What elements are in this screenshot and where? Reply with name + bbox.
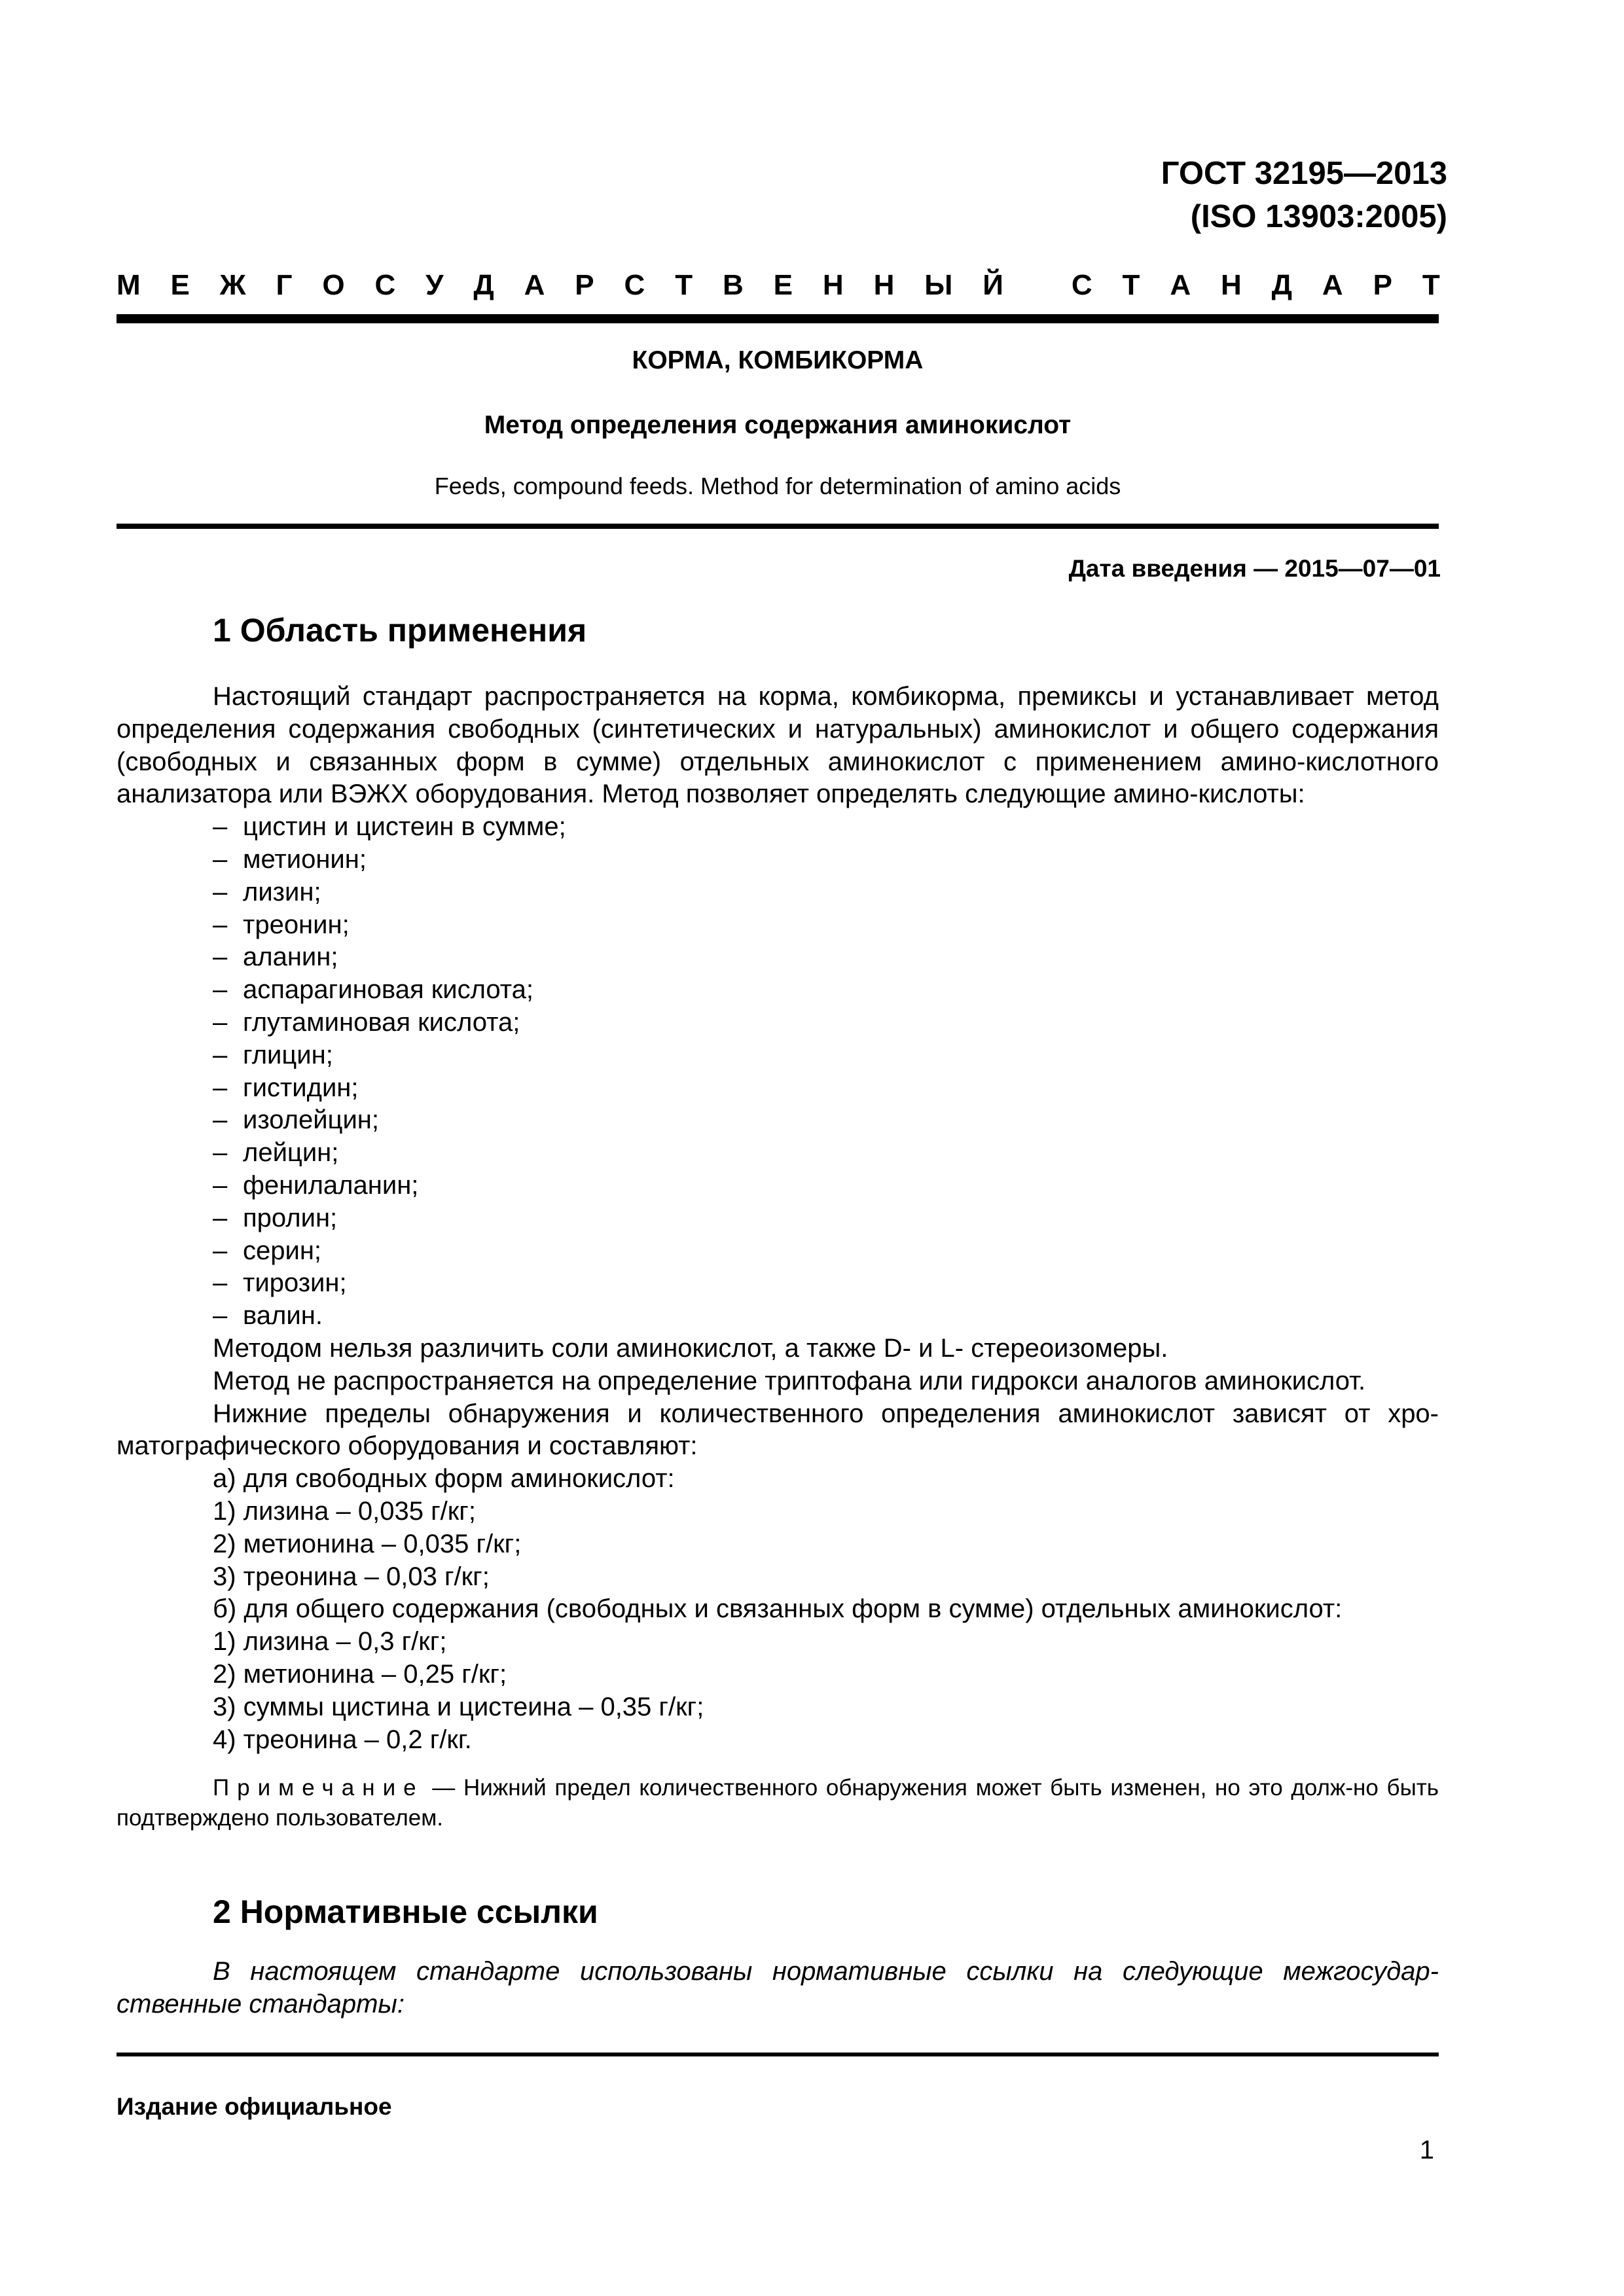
banner-letter: Е	[170, 269, 190, 301]
banner-letter: А	[524, 269, 545, 301]
normative-references-paragraph: В настоящем стандарте использованы нормативные ссылки на следующие межгосудар-ственные стандарты:	[117, 1957, 1439, 2018]
list-item: – треонин;	[213, 910, 350, 939]
banner-letter: А	[1170, 269, 1191, 301]
banner-letter: О	[322, 269, 345, 301]
list-item: – пролин;	[213, 1203, 338, 1232]
list-item: 2) метионина – 0,035 г/кг;	[213, 1529, 522, 1558]
banner-letter: С	[1071, 269, 1092, 301]
total-content-heading: б) для общего содержания (свободных и связанных форм в сумме) отдельных аминокислот:	[213, 1594, 1343, 1624]
banner-letter: Т	[1422, 269, 1440, 301]
banner-letter: Т	[1122, 269, 1140, 301]
list-item: 1) лизина – 0,035 г/кг;	[213, 1496, 476, 1526]
list-item: – фенилаланин;	[213, 1170, 419, 1200]
list-item: – цистин и цистеин в сумме;	[213, 812, 566, 842]
banner-letter: М	[117, 269, 141, 301]
list-item: – валин.	[213, 1301, 323, 1331]
banner-letter: Н	[822, 269, 844, 301]
free-forms-heading: а) для свободных форм аминокислот:	[213, 1464, 675, 1494]
tryptophan-paragraph: Метод не распространяется на определение триптофана или гидрокси аналогов аминокислот.	[213, 1366, 1366, 1395]
standard-title: КОРМА, КОМБИКОРМА	[632, 346, 924, 374]
section-2-body	[117, 1956, 1439, 2021]
banner-letter: Н	[1221, 269, 1242, 301]
list-item: – изолейцин;	[213, 1105, 379, 1135]
banner-letter: С	[374, 269, 396, 301]
banner-letter: Р	[575, 269, 594, 301]
banner-letter: А	[1322, 269, 1343, 301]
list-item: 3) суммы цистина и цистеина – 0,35 г/кг;	[213, 1692, 704, 1721]
official-edition-label: Издание официальное	[117, 2093, 392, 2120]
banner-gap	[1034, 267, 1041, 304]
note-text: — Нижний предел количественного обнаружения может быть изменен, но это долж-но быть подтверждено пользователем.	[117, 1775, 1439, 1831]
section-2-heading: 2 Нормативные ссылки	[213, 1893, 598, 1930]
list-item: 2) метионина – 0,25 г/кг;	[213, 1659, 507, 1689]
gost-number: ГОСТ 32195—2013	[1161, 156, 1447, 191]
banner-letter: В	[723, 269, 744, 301]
banner-letter: Ы	[924, 269, 953, 301]
banner-letter: Р	[1373, 269, 1392, 301]
list-item: – глутаминовая кислота;	[213, 1007, 520, 1037]
amino-acid-list	[117, 811, 1439, 1333]
list-item: 3) треонина – 0,03 г/кг;	[213, 1562, 490, 1591]
banner-letter: Г	[276, 269, 293, 301]
footer-rule	[117, 2053, 1439, 2056]
list-item: – аспарагиновая кислота;	[213, 975, 533, 1005]
header-thick-rule	[117, 314, 1439, 323]
banner-letter: Н	[873, 269, 895, 301]
list-item: – тирозин;	[213, 1268, 347, 1298]
iso-number: (ISO 13903:2005)	[1190, 199, 1447, 234]
list-item: – серин;	[213, 1236, 322, 1265]
title-rule	[117, 524, 1439, 529]
gost-identifier	[1161, 152, 1447, 238]
list-item: – аланин;	[213, 942, 338, 972]
banner-letter: Т	[675, 269, 693, 301]
standard-subtitle: Метод определения содержания аминокислот	[484, 411, 1072, 439]
list-item: 4) треонина – 0,2 г/кг.	[213, 1725, 472, 1754]
banner-letter: Й	[983, 269, 1003, 301]
stereoisomer-paragraph: Методом нельзя различить соли аминокислот, а также D- и L- стереоизомеры.	[213, 1333, 1168, 1363]
note-paragraph	[117, 1773, 1439, 1833]
scope-paragraph: Настоящий стандарт распространяется на корма, комбикорма, премиксы и устанавливает метод определения содержания свободных (синтетических и натуральных) аминокислот и общего содержания (свободных и связанных форм в сумме) отдельных аминокислот с применением амино-кислотного анализатора или ВЭЖХ оборудования. Метод позволяет определять следующие амино-кислоты:	[117, 682, 1439, 809]
list-item: – метионин;	[213, 844, 367, 874]
banner-letter: Д	[473, 269, 494, 301]
section-1-body	[117, 681, 1439, 1833]
interstate-standard-banner	[117, 267, 1440, 304]
introduction-date: Дата введения — 2015—07—01	[1068, 555, 1441, 582]
page-number: 1	[1419, 2136, 1434, 2164]
list-item: 1) лизина – 0,3 г/кг;	[213, 1627, 447, 1657]
list-item: – лейцин;	[213, 1138, 339, 1168]
standard-title-english: Feeds, compound feeds. Method for determination of amino acids	[434, 473, 1121, 499]
section-1-heading: 1 Область применения	[213, 612, 587, 649]
detection-limits-paragraph: Нижние пределы обнаружения и количественного определения аминокислот зависят от хро-матографического оборудования и составляют:	[117, 1399, 1439, 1461]
banner-letter: Е	[773, 269, 793, 301]
list-item: – лизин;	[213, 877, 321, 906]
note-label: Примечание	[213, 1775, 424, 1801]
banner-letter: С	[624, 269, 645, 301]
list-item: – гистидин;	[213, 1073, 359, 1102]
banner-letter: Ж	[219, 269, 246, 301]
banner-letter: У	[425, 269, 444, 301]
list-item: – глицин;	[213, 1040, 333, 1069]
banner-letter: Д	[1271, 269, 1293, 301]
